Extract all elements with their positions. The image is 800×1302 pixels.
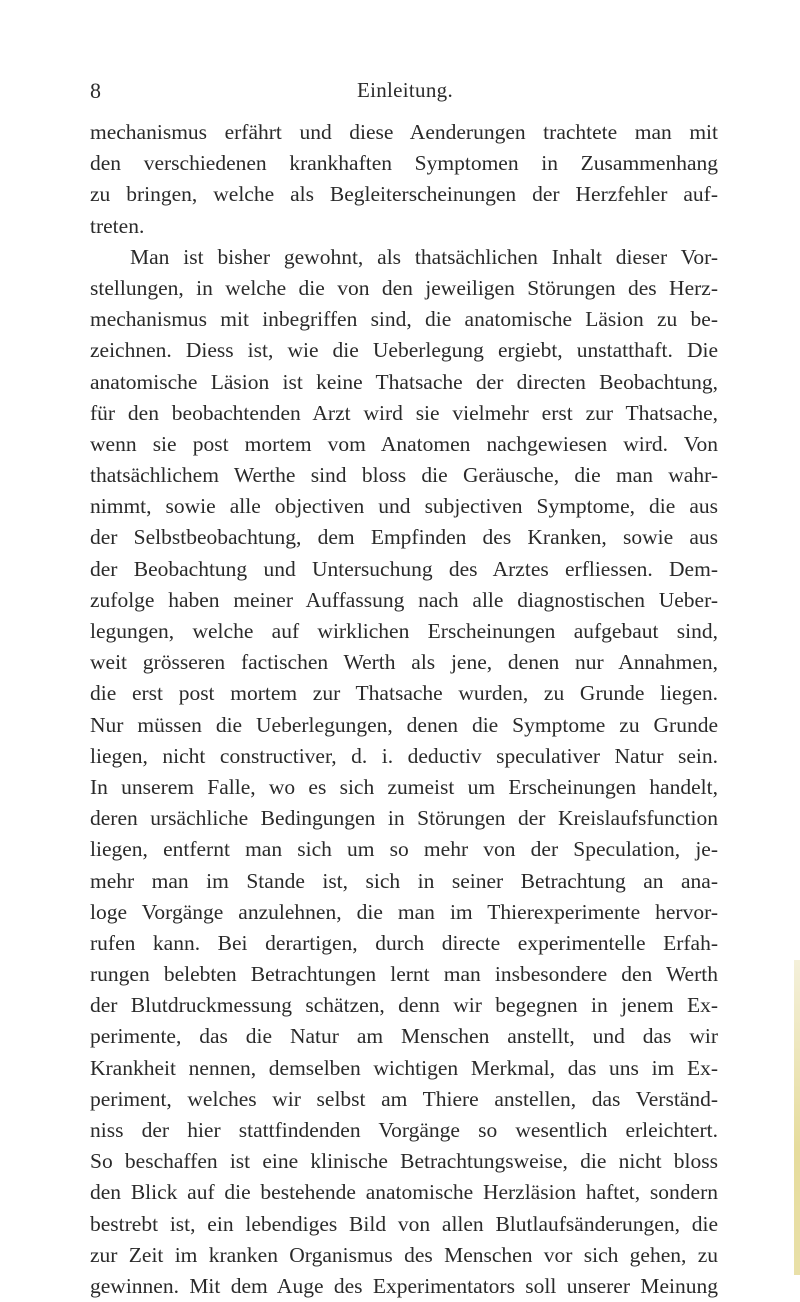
text-line: mehr man im Stande ist, sich in seiner Betrachtung an ana-: [90, 868, 718, 893]
text-line: Man ist bisher gewohnt, als thatsächlichen Inhalt dieser Vor-: [130, 244, 718, 269]
page-edge-stain: [794, 960, 800, 1275]
text-line: niss der hier stattfindenden Vorgänge so wesentlich erleichtert.: [90, 1118, 718, 1142]
text-line: nimmt, sowie alle objectiven und subjectiven Symptome, die aus: [90, 494, 718, 519]
text-line: zeichnen. Diess ist, wie die Ueberlegung ergiebt, unstatthaft. Die: [90, 338, 718, 363]
text-line: anatomische Läsion ist keine Thatsache der directen Beobachtung,: [90, 369, 718, 394]
text-line: liegen, nicht constructiver, d. i. deductiv speculativer Natur sein.: [90, 743, 718, 768]
text-line: perimente, das die Natur am Menschen anstellt, und das wir: [90, 1024, 718, 1049]
text-line: So beschaffen ist eine klinische Betrachtungsweise, die nicht bloss: [90, 1149, 718, 1174]
text-line: der Selbstbeobachtung, dem Empfinden des Kranken, sowie aus: [90, 525, 718, 550]
text-line: liegen, entfernt man sich um so mehr von der Speculation, je-: [90, 837, 718, 862]
text-line: der Blutdruckmessung schätzen, denn wir begegnen in jenem Ex-: [90, 993, 718, 1018]
text-line: stellungen, in welche die von den jeweiligen Störungen des Herz-: [90, 275, 718, 300]
text-line: zur Zeit im kranken Organismus des Menschen vor sich gehen, zu: [90, 1242, 718, 1267]
text-line: zufolge haben meiner Auffassung nach alle diagnostischen Ueber-: [90, 587, 718, 612]
text-line: loge Vorgänge anzulehnen, die man im Thierexperimente hervor-: [90, 899, 718, 924]
text-line: mechanismus erfährt und diese Aenderungen trachtete man mit: [90, 120, 718, 144]
text-line: weit grösseren factischen Werth als jene, denen nur Annahmen,: [90, 650, 718, 675]
text-line: Nur müssen die Ueberlegungen, denen die Symptome zu Grunde: [90, 712, 718, 737]
text-line: thatsächlichem Werthe sind bloss die Geräusche, die man wahr-: [90, 463, 718, 488]
page-number: 8: [90, 78, 102, 103]
text-line: der Beobachtung und Untersuchung des Arztes erfliessen. Dem-: [90, 556, 718, 581]
text-line: deren ursächliche Bedingungen in Störungen der Kreislaufsfunction: [90, 806, 718, 831]
body-text: [90, 117, 718, 1302]
text-line: den Blick auf die bestehende anatomische Herzläsion haftet, sondern: [90, 1180, 718, 1205]
text-line: zu bringen, welche als Begleiterscheinungen der Herzfehler auf-: [90, 182, 718, 207]
text-line: den verschiedenen krankhaften Symptomen in Zusammenhang: [90, 151, 718, 176]
text-line: Krankheit nennen, demselben wichtigen Merkmal, das uns im Ex-: [90, 1055, 718, 1080]
text-line: periment, welches wir selbst am Thiere anstellen, das Verständ-: [90, 1086, 718, 1111]
text-line: bestrebt ist, ein lebendiges Bild von allen Blutlaufsänderungen, die: [90, 1211, 718, 1236]
text-line: In unserem Falle, wo es sich zumeist um Erscheinungen handelt,: [90, 774, 718, 799]
text-line: legungen, welche auf wirklichen Erscheinungen aufgebaut sind,: [90, 619, 718, 643]
text-line: gewinnen. Mit dem Auge des Experimentators soll unserer Meinung: [90, 1273, 718, 1298]
text-line: die erst post mortem zur Thatsache wurden, zu Grunde liegen.: [90, 681, 718, 706]
running-head: Einleitung.: [356, 78, 454, 102]
text-line: rufen kann. Bei derartigen, durch directe experimentelle Erfah-: [90, 930, 718, 955]
text-line: mechanismus mit inbegriffen sind, die anatomische Läsion zu be-: [90, 307, 718, 332]
text-line: für den beobachtenden Arzt wird sie vielmehr erst zur Thatsache,: [90, 400, 718, 425]
text-line: wenn sie post mortem vom Anatomen nachgewiesen wird. Von: [90, 431, 718, 456]
page-header: [90, 78, 720, 108]
text-line: treten.: [90, 213, 145, 238]
text-line: rungen belebten Betrachtungen lernt man insbesondere den Werth: [90, 962, 718, 987]
